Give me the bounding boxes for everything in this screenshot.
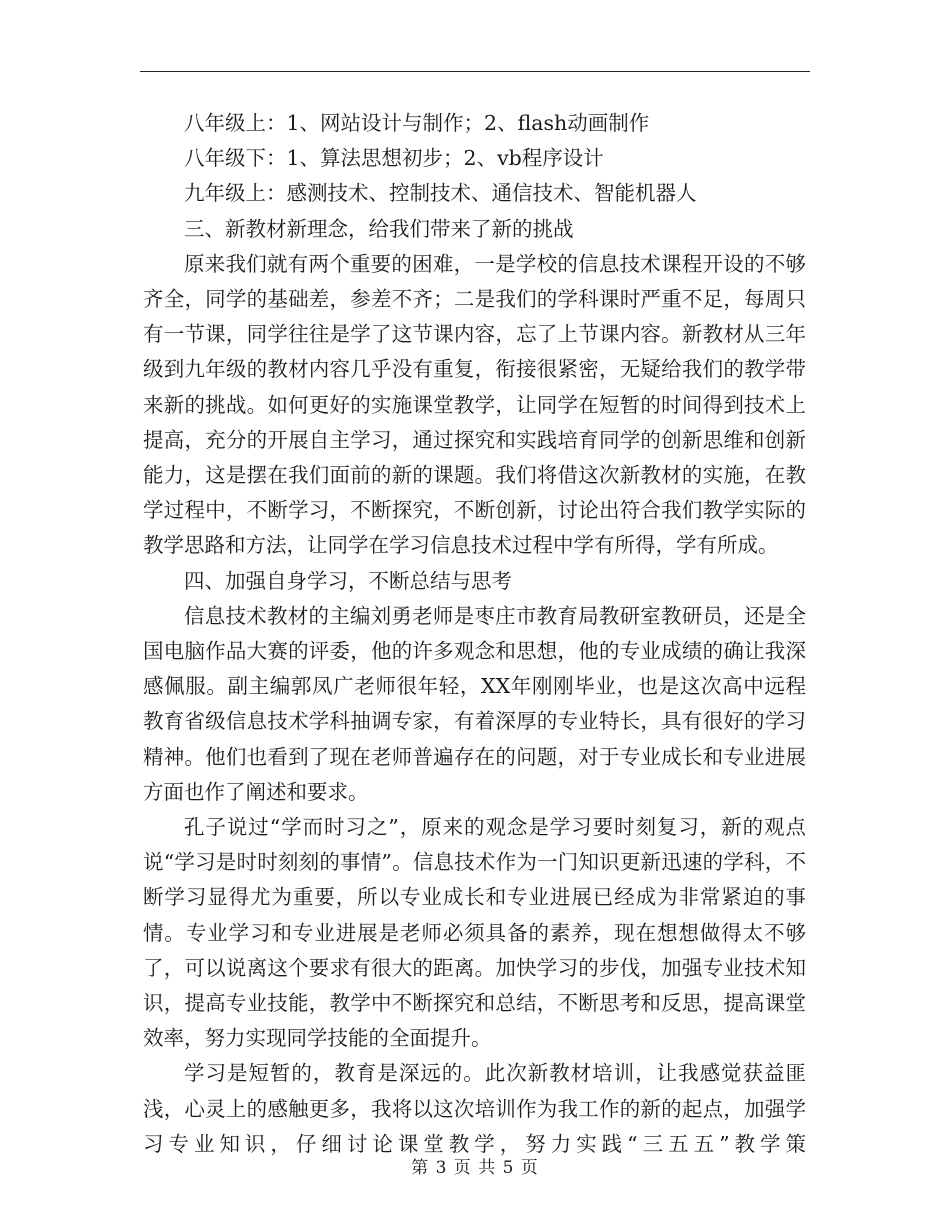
paragraph-grade8-second-term: 八年级下：1、算法思想初步；2、vb程序设计 (184, 146, 604, 171)
paragraph-grade8-first-term: 八年级上：1、网站设计与制作；2、flash动画制作 (184, 111, 650, 135)
document-body (143, 106, 806, 1162)
paragraph-editors: 信息技术教材的主编刘勇老师是枣庄市教育局教研室教研员，还是全国电脑作品大赛的评委，他的许多观念和思想，他的专业成绩的确让我深感佩服。副主编郭凤广老师很年轻，XX年刚刚毕业，也是这次高中远程教育省级信息技术学科抽调专家，有着深厚的专业特长，具有很好的学习精神。他们也看到了现在老师普遍存在的问题，对于专业成长和专业进展方面也作了阐述和要求。 (143, 603, 806, 804)
page-footer: 第 3 页 共 5 页 (411, 1158, 539, 1178)
paragraph-conclusion: 学习是短暂的，教育是深远的。此次新教材培训，让我感觉获益匪浅，心灵上的感触更多，我将以这次培训作为我工作的新的起点，加强学习专业知识，仔细讨论课堂教学，努力实践“三五五”教学策 (143, 1061, 806, 1156)
section-heading-4: 四、加强自身学习，不断总结与思考 (184, 568, 512, 593)
section-heading-3: 三、新教材新理念，给我们带来了新的挑战 (184, 216, 574, 241)
paragraph-grade9-first-term: 九年级上：感测技术、控制技术、通信技术、智能机器人 (184, 181, 697, 206)
paragraph-confucius: 孔子说过“学而时习之”，原来的观念是学习要时刻复习，新的观点说“学习是时时刻刻的事情”。信息技术作为一门知识更新迅速的学科，不断学习显得尤为重要，所以专业成长和专业进展已经成为非常紧迫的事情。专业学习和专业进展是老师必须具备的素养，现在想想做得太不够了，可以说离这个要求有很大的距离。加快学习的步伐，加强专业技术知识，提高专业技能，教学中不断探究和总结，不断思考和反思，提高课堂效率，努力实现同学技能的全面提升。 (143, 815, 806, 1051)
header-rule (140, 71, 810, 72)
paragraph-challenges: 原来我们就有两个重要的困难，一是学校的信息技术课程开设的不够齐全，同学的基础差，参差不齐；二是我们的学科课时严重不足，每周只有一节课，同学往往是学了这节课内容，忘了上节课内容。新教材从三年级到九年级的教材内容几乎没有重复，衔接很紧密，无疑给我们的教学带来新的挑战。如何更好的实施课堂教学，让同学在短暂的时间得到技术上提高，充分的开展自主学习，通过探究和实践培育同学的创新思维和创新能力，这是摆在我们面前的新的课题。我们将借这次新教材的实施，在教学过程中，不断学习，不断探究，不断创新，讨论出符合我们教学实际的教学思路和方法，让同学在学习信息技术过程中学有所得，学有所成。 (143, 251, 806, 558)
